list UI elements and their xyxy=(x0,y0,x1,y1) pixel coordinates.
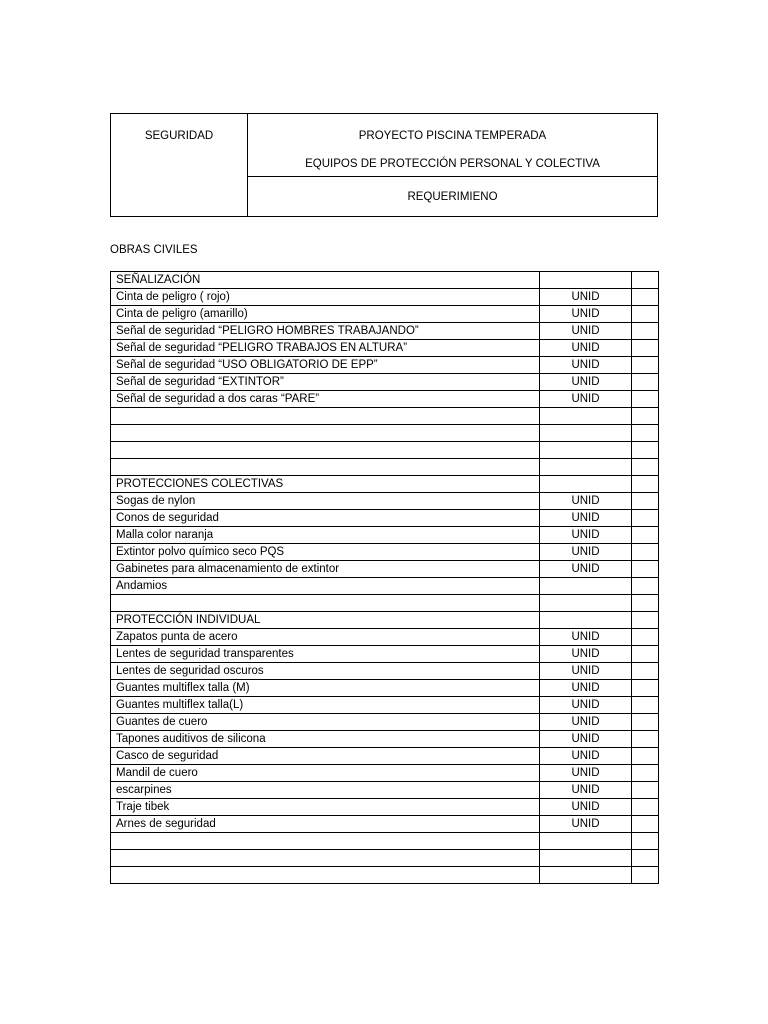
item-unit xyxy=(540,272,632,289)
item-unit: UNID xyxy=(540,782,632,799)
item-unit xyxy=(540,476,632,493)
item-description: Cinta de peligro ( rojo) xyxy=(111,289,540,306)
item-description xyxy=(111,408,540,425)
item-quantity xyxy=(632,544,659,561)
item-unit xyxy=(540,867,632,884)
table-row xyxy=(111,544,659,561)
item-unit xyxy=(540,595,632,612)
item-unit: UNID xyxy=(540,374,632,391)
item-unit xyxy=(540,408,632,425)
item-description: Guantes multiflex talla (M) xyxy=(111,680,540,697)
item-description xyxy=(111,595,540,612)
item-description xyxy=(111,459,540,476)
table-row xyxy=(111,765,659,782)
item-unit xyxy=(540,442,632,459)
item-unit: UNID xyxy=(540,289,632,306)
requirement-label: REQUERIMIENO xyxy=(407,190,498,203)
table-row xyxy=(111,459,659,476)
item-unit: UNID xyxy=(540,714,632,731)
table-row xyxy=(111,374,659,391)
item-description: Cinta de peligro (amarillo) xyxy=(111,306,540,323)
table-row xyxy=(111,408,659,425)
item-quantity xyxy=(632,765,659,782)
item-quantity xyxy=(632,833,659,850)
section-label: OBRAS CIVILES xyxy=(110,244,198,256)
item-unit: UNID xyxy=(540,561,632,578)
item-unit: UNID xyxy=(540,391,632,408)
table-row xyxy=(111,289,659,306)
item-unit: UNID xyxy=(540,357,632,374)
item-unit: UNID xyxy=(540,323,632,340)
item-unit xyxy=(540,612,632,629)
item-quantity xyxy=(632,357,659,374)
item-quantity xyxy=(632,459,659,476)
item-quantity xyxy=(632,782,659,799)
item-unit: UNID xyxy=(540,663,632,680)
table-row xyxy=(111,629,659,646)
item-description: SEÑALIZACIÓN xyxy=(111,272,540,289)
item-unit xyxy=(540,425,632,442)
item-description: Lentes de seguridad transparentes xyxy=(111,646,540,663)
item-unit: UNID xyxy=(540,816,632,833)
item-unit: UNID xyxy=(540,527,632,544)
project-title: PROYECTO PISCINA TEMPERADA xyxy=(358,130,547,142)
table-row xyxy=(111,680,659,697)
item-quantity xyxy=(632,374,659,391)
item-quantity xyxy=(632,799,659,816)
item-quantity xyxy=(632,714,659,731)
item-quantity xyxy=(632,425,659,442)
item-quantity xyxy=(632,289,659,306)
table-row xyxy=(111,595,659,612)
table-row xyxy=(111,306,659,323)
item-description: Casco de seguridad xyxy=(111,748,540,765)
item-description: PROTECCIONES COLECTIVAS xyxy=(111,476,540,493)
item-quantity xyxy=(632,408,659,425)
item-description: Señal de seguridad a dos caras “PARE” xyxy=(111,391,540,408)
item-description: Zapatos punta de acero xyxy=(111,629,540,646)
item-quantity xyxy=(632,391,659,408)
item-unit xyxy=(540,833,632,850)
item-description xyxy=(111,442,540,459)
item-quantity xyxy=(632,629,659,646)
item-description: Conos de seguridad xyxy=(111,510,540,527)
item-quantity xyxy=(632,816,659,833)
item-unit: UNID xyxy=(540,493,632,510)
item-description: Gabinetes para almacenamiento de extintor xyxy=(111,561,540,578)
table-row xyxy=(111,340,659,357)
item-quantity xyxy=(632,476,659,493)
table-row xyxy=(111,612,659,629)
item-description: Lentes de seguridad oscuros xyxy=(111,663,540,680)
item-quantity xyxy=(632,731,659,748)
item-quantity xyxy=(632,493,659,510)
item-unit xyxy=(540,578,632,595)
item-description: Señal de seguridad “EXTINTOR” xyxy=(111,374,540,391)
table-row xyxy=(111,510,659,527)
item-description: Extintor polvo químico seco PQS xyxy=(111,544,540,561)
table-row xyxy=(111,476,659,493)
item-description xyxy=(111,850,540,867)
item-description xyxy=(111,833,540,850)
table-row xyxy=(111,816,659,833)
item-quantity xyxy=(632,510,659,527)
table-row xyxy=(111,442,659,459)
item-unit: UNID xyxy=(540,765,632,782)
item-description: Traje tibek xyxy=(111,799,540,816)
item-description: Señal de seguridad “USO OBLIGATORIO DE EPP” xyxy=(111,357,540,374)
header-title-cell xyxy=(248,114,658,177)
table-row xyxy=(111,697,659,714)
table-row xyxy=(111,561,659,578)
item-description: Arnes de seguridad xyxy=(111,816,540,833)
header-table xyxy=(110,113,658,217)
item-quantity xyxy=(632,663,659,680)
item-quantity xyxy=(632,272,659,289)
item-quantity xyxy=(632,527,659,544)
item-description: Sogas de nylon xyxy=(111,493,540,510)
table-row xyxy=(111,425,659,442)
table-row xyxy=(111,391,659,408)
item-description: Señal de seguridad “PELIGRO TRABAJOS EN ALTURA” xyxy=(111,340,540,357)
header-left-title: SEGURIDAD xyxy=(144,130,214,142)
item-unit: UNID xyxy=(540,680,632,697)
item-description: Guantes de cuero xyxy=(111,714,540,731)
item-unit xyxy=(540,459,632,476)
table-row xyxy=(111,272,659,289)
table-row xyxy=(111,748,659,765)
item-unit: UNID xyxy=(540,731,632,748)
item-quantity xyxy=(632,697,659,714)
equipment-table-body xyxy=(111,272,659,884)
item-description: escarpines xyxy=(111,782,540,799)
item-unit: UNID xyxy=(540,510,632,527)
item-quantity xyxy=(632,561,659,578)
item-description: Andamios xyxy=(111,578,540,595)
table-row xyxy=(111,323,659,340)
item-unit: UNID xyxy=(540,544,632,561)
table-row xyxy=(111,782,659,799)
item-description: Mandil de cuero xyxy=(111,765,540,782)
item-quantity xyxy=(632,646,659,663)
item-quantity xyxy=(632,306,659,323)
table-row xyxy=(111,799,659,816)
item-unit: UNID xyxy=(540,340,632,357)
item-quantity xyxy=(632,595,659,612)
item-quantity xyxy=(632,442,659,459)
item-description xyxy=(111,425,540,442)
item-description xyxy=(111,867,540,884)
header-left-cell xyxy=(111,114,248,217)
table-row xyxy=(111,714,659,731)
item-quantity xyxy=(632,323,659,340)
equipment-table xyxy=(110,271,659,884)
table-row xyxy=(111,493,659,510)
table-row xyxy=(111,527,659,544)
item-quantity xyxy=(632,612,659,629)
item-description: Tapones auditivos de silicona xyxy=(111,731,540,748)
item-description: Malla color naranja xyxy=(111,527,540,544)
item-description: Señal de seguridad “PELIGRO HOMBRES TRABAJANDO” xyxy=(111,323,540,340)
item-unit: UNID xyxy=(540,646,632,663)
table-row xyxy=(111,646,659,663)
item-unit: UNID xyxy=(540,748,632,765)
item-unit: UNID xyxy=(540,306,632,323)
item-quantity xyxy=(632,748,659,765)
item-quantity xyxy=(632,680,659,697)
table-row xyxy=(111,850,659,867)
item-quantity xyxy=(632,867,659,884)
item-quantity xyxy=(632,578,659,595)
table-row xyxy=(111,578,659,595)
item-unit: UNID xyxy=(540,629,632,646)
document-subtitle: EQUIPOS DE PROTECCIÓN PERSONAL Y COLECTIVA xyxy=(305,158,600,170)
item-unit: UNID xyxy=(540,697,632,714)
item-unit xyxy=(540,850,632,867)
table-row xyxy=(111,357,659,374)
table-row xyxy=(111,731,659,748)
item-description: Guantes multiflex talla(L) xyxy=(111,697,540,714)
table-row xyxy=(111,833,659,850)
table-row xyxy=(111,867,659,884)
table-row xyxy=(111,663,659,680)
item-quantity xyxy=(632,340,659,357)
header-requirement-cell xyxy=(248,177,658,217)
item-unit: UNID xyxy=(540,799,632,816)
item-description: PROTECCIÓN INDIVIDUAL xyxy=(111,612,540,629)
item-quantity xyxy=(632,850,659,867)
